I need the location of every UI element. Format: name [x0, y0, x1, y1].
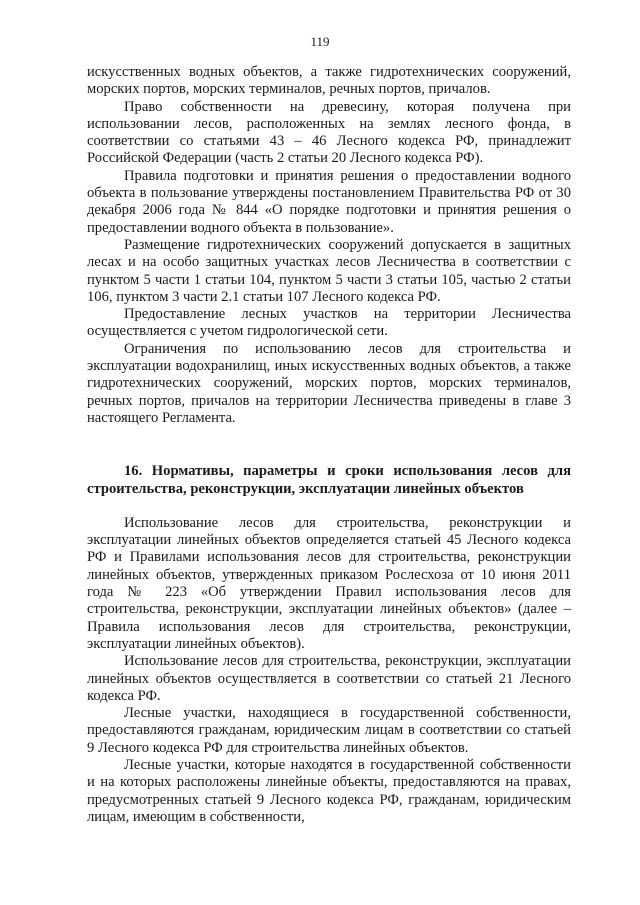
page-number: 119	[310, 34, 330, 49]
document-body	[87, 64, 571, 826]
paragraph: Ограничения по использованию лесов для строительства и эксплуатации водохранилищ, иных искусственных водных объектов, а также гидротехнических сооружений, морских портов, морских терминалов, речных портов, причалов на территории Лесничества приведены в главе 3 настоящего Регламента.	[87, 340, 571, 426]
paragraph: Лесные участки, находящиеся в государственной собственности, предоставляются гражданам, юридическим лицам в соответствии со статьей 9 Лесного кодекса РФ для строительства линейных объектов.	[87, 705, 571, 756]
paragraph: Размещение гидротехнических сооружений допускается в защитных лесах и на особо защитных участках лесов Лесничества в соответствии с пунктом 5 части 1 статьи 104, пунктом 5 части 3 статьи 105, частью 2 статьи 106, пунктом 3 части 2.1 статьи 107 Лесного кодекса РФ.	[87, 236, 571, 305]
paragraph: Лесные участки, которые находятся в государственной собственности и на которых расположены линейные объекты, предоставляются на правах, предусмотренных статьей 9 Лесного кодекса РФ, гражданам, юридическим лицам, имеющим в собственности,	[87, 756, 571, 825]
paragraph: Правила подготовки и принятия решения о предоставлении водного объекта в пользование утверждены постановлением Правительства РФ от 30 декабря 2006 года № 844 «О порядке подготовки и принятия решения о предоставлении водного объекта в пользование».	[87, 167, 571, 236]
paragraph: искусственных водных объектов, а также гидротехнических сооружений, морских портов, морских терминалов, речных портов, причалов.	[87, 64, 571, 98]
paragraph: Использование лесов для строительства, реконструкции и эксплуатации линейных объектов определяется статьей 45 Лесного кодекса РФ и Правилами использования лесов для строительства, реконструкции линейных объектов, утвержденных приказом Рослесхоза от 10 июня 2011 года № 223 «Об утверждении Правил использования лесов для строительства, реконструкции, эксплуатации линейных объектов» (далее – Правила использования лесов для строительства, реконструкции, эксплуатации линейных объектов).	[87, 514, 571, 652]
paragraph: Использование лесов для строительства, реконструкции, эксплуатации линейных объектов осуществляется в соответствии со статьей 21 Лесного кодекса РФ.	[87, 653, 571, 704]
paragraph: Предоставление лесных участков на территории Лесничества осуществляется с учетом гидрологической сети.	[87, 306, 571, 340]
section-heading: 16. Нормативы, параметры и сроки использования лесов для строительства, реконструкции, эксплуатации линейных объектов	[87, 463, 571, 497]
paragraph: Право собственности на древесину, которая получена при использовании лесов, расположенных на землях лесного фонда, в соответствии со статьями 43 – 46 Лесного кодекса РФ, принадлежит Российской Федерации (часть 2 статьи 20 Лесного кодекса РФ).	[87, 98, 571, 167]
